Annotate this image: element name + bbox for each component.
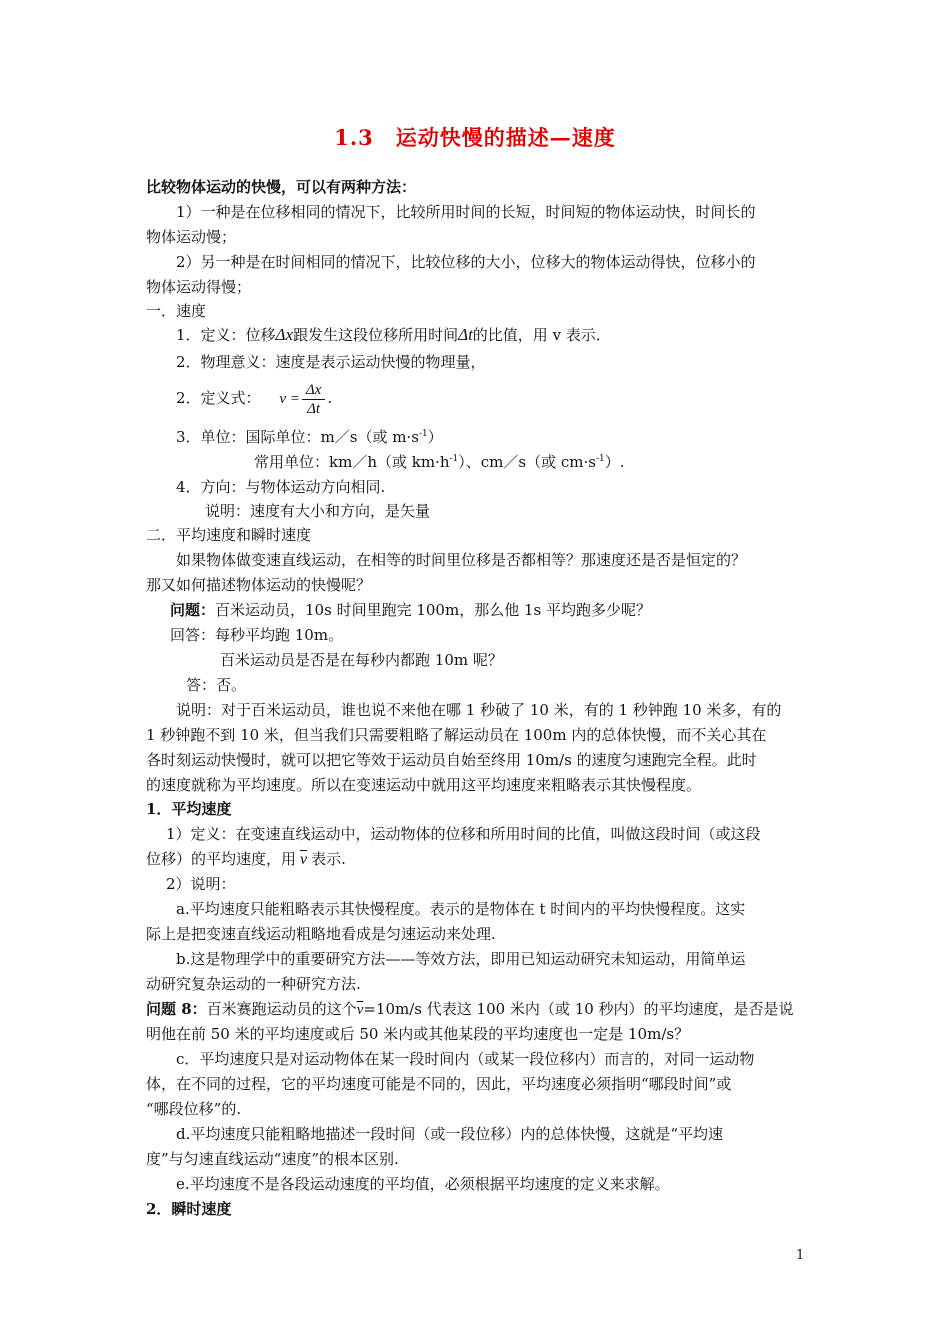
note-d-line-1: d.平均速度只能粗略地描述一段时间（或一段位移）内的总体快慢，这就是“平均速 [176, 1125, 724, 1143]
def-text-c: 的比值，用 v 表示． [472, 326, 611, 344]
answer-3: 答：否。 [186, 676, 247, 694]
formula-label: 2．定义式： [176, 389, 261, 407]
avg-def-line-1: 1）定义：在变速直线运动中，运动物体的位移和所用时间的比值，叫做这段时间（或这段 [166, 825, 761, 843]
question-text: 百米运动员，10s 时间里跑完 100m，那么他 1s 平均跑多少呢？ [215, 601, 651, 619]
section-2-heading: 二．平均速度和瞬时速度 [146, 526, 312, 544]
unit-si-end: ） [427, 428, 443, 446]
sec2-para-line-2: 那又如何描述物体运动的快慢呢？ [146, 576, 372, 594]
question-8-line-1 [146, 998, 794, 1021]
question-8-label: 问题 8： [146, 1000, 207, 1018]
def-text-b: 跟发生这段位移所用时间 [293, 326, 459, 344]
note-a-line-2: 际上是把变速直线运动粗略地看成是匀速运动来处理. [146, 925, 496, 943]
question-8-text-a: 百米赛跑运动员的这个 [206, 1000, 357, 1018]
unit-common-text-1: 常用单位：km／h（或 km·h [254, 453, 450, 471]
unit-common-text-2: ）、cm／s（或 cm·s [458, 453, 596, 471]
delta-t-symbol: Δt [458, 325, 473, 344]
velocity-definition [176, 324, 611, 346]
note-b-line-2: 动研究复杂运动的一种研究方法. [146, 975, 361, 993]
formula-denominator: Δt [307, 400, 321, 417]
unit-common-text-3: ）. [604, 453, 625, 471]
physical-meaning: 2．物理意义：速度是表示运动快慢的物理量， [176, 353, 486, 371]
note-e-line-1: e.平均速度不是各段运动速度的平均值，必须根据平均速度的定义来求解。 [176, 1175, 670, 1193]
page-number: 1 [796, 1248, 805, 1263]
formula-fraction [302, 381, 325, 418]
note-line-4: 的速度就称为平均速度。所以在变速运动中就用这平均速度来粗略表示其快慢程度。 [146, 776, 702, 794]
note-line-2: 1 秒钟跑不到 10 米，但当我们只需要粗略了解运动员在 100m 内的总体快慢，而不关心其在 [146, 726, 767, 744]
avg-def-line-2 [146, 848, 346, 871]
unit-si [176, 426, 443, 448]
question-label: 问题： [170, 601, 216, 619]
intro-heading: 比较物体运动的快慢，可以有两种方法： [146, 178, 417, 196]
question-8-text-b: =10m/s 代表这 100 米内（或 10 秒内）的平均速度，是否是说 [363, 1000, 794, 1018]
method-2-line-2: 物体运动得慢； [146, 278, 252, 296]
method-1-line-1: 1）一种是在位移相同的情况下，比较所用时间的长短，时间短的物体运动快，时间长的 [176, 203, 756, 221]
definition-formula [176, 376, 332, 421]
unit-common [254, 451, 625, 473]
formula-numerator: Δx [302, 381, 325, 400]
section-1-heading: 一．速度 [146, 302, 207, 320]
question [170, 599, 651, 621]
formula-end: . [327, 389, 333, 407]
note-c-line-3: “哪段位移”的. [146, 1100, 242, 1118]
note-line-1: 说明：对于百米运动员，谁也说不来他在哪 1 秒破了 10 米，有的 1 秒钟跑 10 米多，有的 [176, 701, 782, 719]
unit-common-sup-1: -1 [449, 454, 459, 464]
question-8-line-2: 明他在前 50 米的平均速度或后 50 米内或其他某段的平均速度也一定是 10m/s？ [146, 1025, 690, 1043]
instantaneous-speed-heading: 2．瞬时速度 [146, 1200, 232, 1218]
page-title: 1.3 运动快慢的描述—速度 [334, 125, 616, 150]
note-b-line-1: b.这是物理学中的重要研究方法——等效方法，即用已知运动研究未知运动，用简单运 [176, 950, 746, 968]
unit-si-sup: -1 [418, 429, 428, 439]
note-a-line-1: a.平均速度只能粗略表示其快慢程度。表示的是物体在 t 时间内的平均快慢程度。这实 [176, 900, 746, 918]
avg-def-end: 表示. [311, 850, 346, 868]
delta-x-symbol: Δx [275, 325, 294, 344]
v-bar-symbol-q8: $\overline{v}$ [356, 1002, 364, 1018]
sec2-para-line-1: 如果物体做变速直线运动，在相等的时间里位移是否都相等？那速度还是否是恒定的？ [176, 551, 747, 569]
average-speed-heading: 1．平均速度 [146, 800, 232, 818]
note-c-line-2: 体，在不同的过程，它的平均速度可能是不同的，因此，平均速度必须指明“哪段时间”或 [146, 1075, 732, 1093]
note-d-line-2: 度”与匀速直线运动“速度”的根本区别. [146, 1150, 399, 1168]
unit-common-sup-2: -1 [595, 454, 605, 464]
answer-2: 百米运动员是否是在每秒内都跑 10m 呢？ [220, 651, 503, 669]
method-1-line-2: 物体运动慢； [146, 228, 237, 246]
note-c-line-1: c．平均速度只是对运动物体在某一段时间内（或某一段位移内）而言的，对同一运动物 [176, 1050, 755, 1068]
answer-1: 回答：每秒平均跑 10m。 [170, 626, 344, 644]
method-2-line-1: 2）另一种是在时间相同的情况下，比较位移的大小，位移大的物体运动得快，位移小的 [176, 253, 756, 271]
def-text-a: 1．定义：位移 [176, 326, 276, 344]
avg-note-label: 2）说明： [166, 875, 236, 893]
avg-def-text: 位移）的平均速度，用 [146, 850, 297, 868]
velocity-direction: 4．方向：与物体运动方向相同. [176, 478, 386, 496]
v-bar-symbol: $\overline{v}$ [300, 851, 308, 868]
formula-v: v = [279, 391, 300, 407]
unit-si-text: 3．单位：国际单位：m／s（或 m·s [176, 428, 419, 446]
velocity-note: 说明：速度有大小和方向，是矢量 [205, 502, 431, 520]
note-line-3: 各时刻运动快慢时，就可以把它等效于运动员自始至终用 10m/s 的速度匀速跑完全程。此时 [146, 751, 757, 769]
